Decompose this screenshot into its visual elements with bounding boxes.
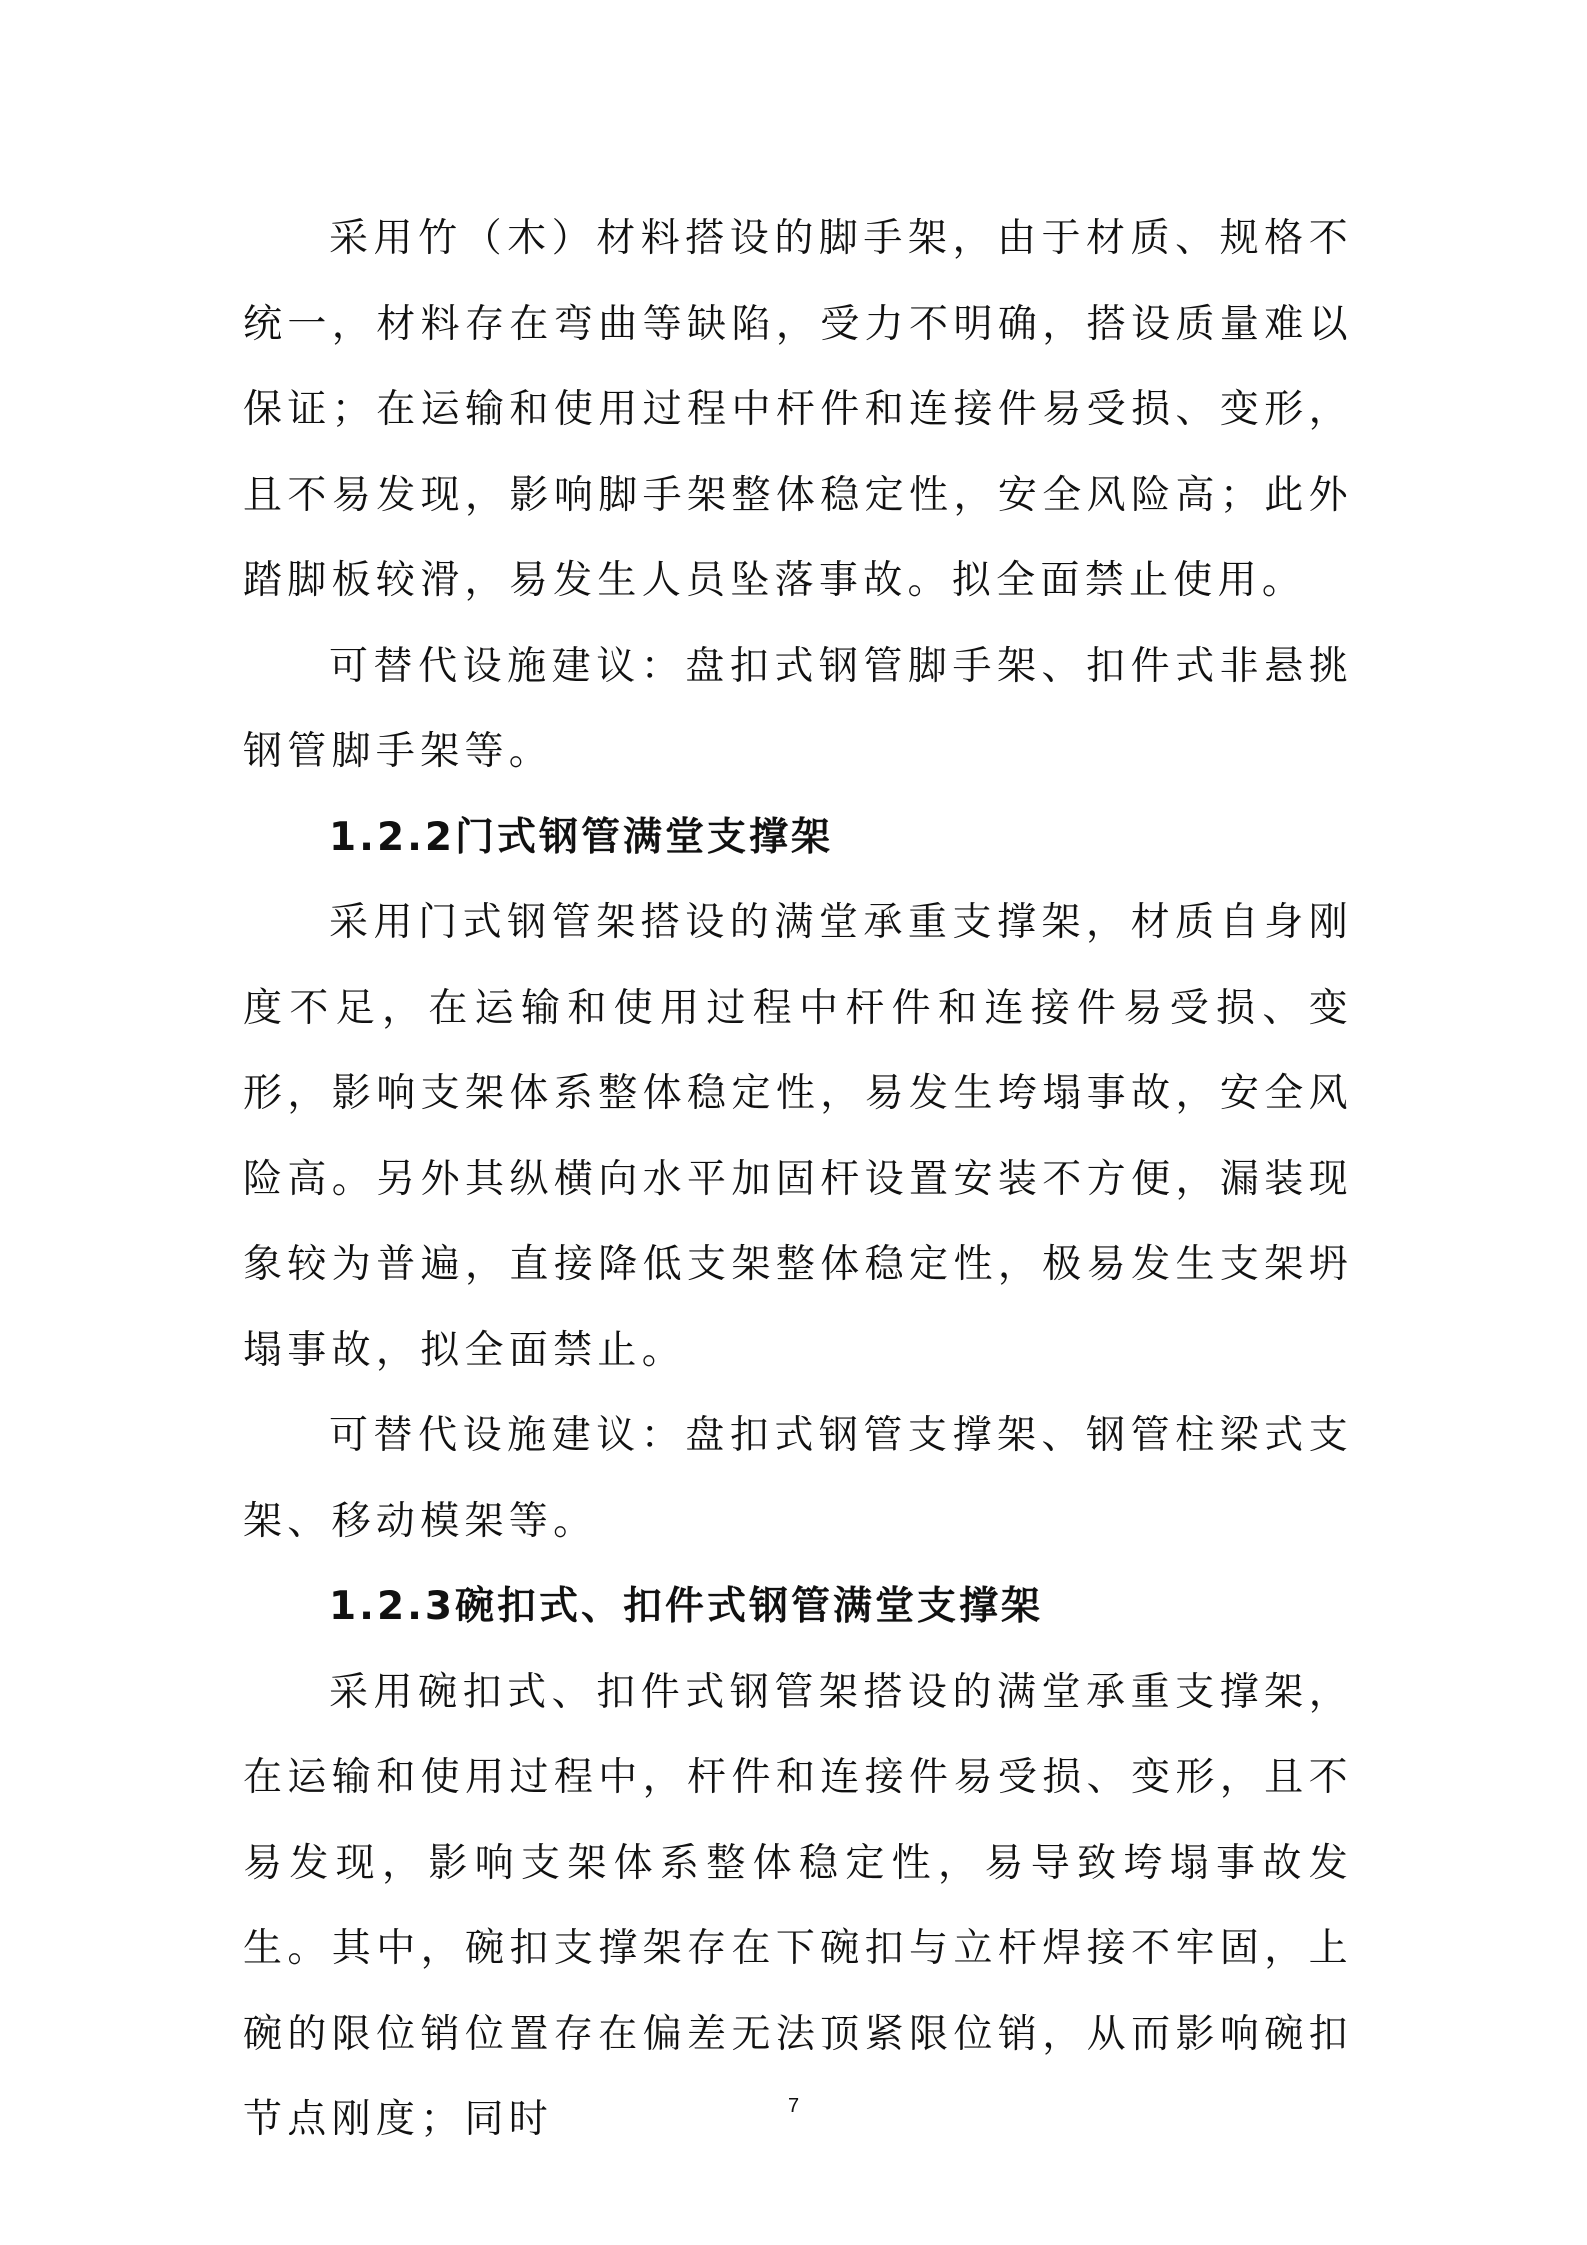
heading-1-2-3: 1.2.3碗扣式、扣件式钢管满堂支撑架 (329, 1584, 1044, 1629)
body-text (243, 196, 1353, 2163)
page-number: 7 (787, 2095, 800, 2117)
paragraph-portal-frame: 采用门式钢管架搭设的满堂承重支撑架，材质自身刚度不足，在运输和使用过程中杆件和连接件易受损、变形，影响支架体系整体稳定性，易发生垮塌事故，安全风险高。另外其纵横向水平加固杆设置安装不方便，漏装现象较为普遍，直接降低支架整体稳定性，极易发生支架坍塌事故，拟全面禁止。 (243, 900, 1353, 1373)
heading-1-2-2: 1.2.2门式钢管满堂支撑架 (329, 814, 834, 860)
paragraph-bowl-coupler: 采用碗扣式、扣件式钢管架搭设的满堂承重支撑架，在运输和使用过程中，杆件和连接件易受损、变形，且不易发现，影响支架体系整体稳定性，易导致垮塌事故发生。其中，碗扣支撑架存在下碗扣与立杆焊接不牢固，上碗的限位销位置存在偏差无法顶紧限位销，从而影响碗扣节点刚度；同时 (243, 1669, 1353, 2142)
paragraph-alternative-scaffold: 可替代设施建议：盘扣式钢管脚手架、扣件式非悬挑钢管脚手架等。 (243, 643, 1353, 774)
paragraph-bamboo-scaffold: 采用竹（木）材料搭设的脚手架，由于材质、规格不统一，材料存在弯曲等缺陷，受力不明确，搭设质量难以保证；在运输和使用过程中杆件和连接件易受损、变形，且不易发现，影响脚手架整体稳定性，安全风险高；此外踏脚板较滑，易发生人员坠落事故。拟全面禁止使用。 (243, 216, 1353, 603)
paragraph-alternative-support: 可替代设施建议：盘扣式钢管支撑架、钢管柱梁式支架、移动模架等。 (243, 1413, 1353, 1544)
